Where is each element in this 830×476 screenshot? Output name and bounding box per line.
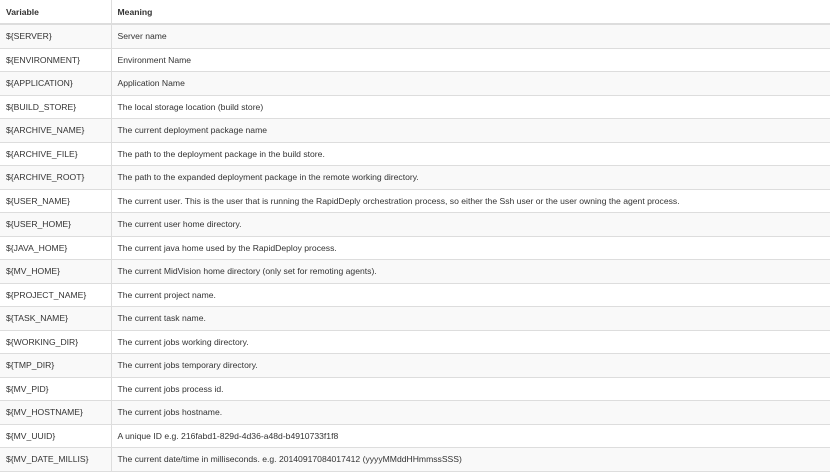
- variable-cell: ${MV_UUID}: [0, 424, 111, 448]
- table-row: [0, 424, 830, 448]
- meaning-cell: The current jobs hostname.: [111, 401, 830, 425]
- meaning-cell: The current task name.: [111, 307, 830, 331]
- variable-cell: ${TMP_DIR}: [0, 354, 111, 378]
- variable-cell: ${SERVER}: [0, 24, 111, 48]
- variable-cell: ${WORKING_DIR}: [0, 330, 111, 354]
- variable-cell: ${MV_HOSTNAME}: [0, 401, 111, 425]
- variable-cell: ${ENVIRONMENT}: [0, 48, 111, 72]
- meaning-cell: The current deployment package name: [111, 119, 830, 143]
- column-header-meaning: Meaning: [111, 0, 830, 24]
- table-row: [0, 48, 830, 72]
- meaning-cell: The current jobs temporary directory.: [111, 354, 830, 378]
- variable-cell: ${USER_HOME}: [0, 213, 111, 237]
- variable-cell: ${BUILD_STORE}: [0, 95, 111, 119]
- variable-cell: ${MV_PID}: [0, 377, 111, 401]
- table-row: [0, 166, 830, 190]
- variable-cell: ${MV_HOME}: [0, 260, 111, 284]
- table-row: [0, 354, 830, 378]
- table-row: [0, 95, 830, 119]
- table-row: [0, 283, 830, 307]
- table-row: [0, 213, 830, 237]
- meaning-cell: The current MidVision home directory (only set for remoting agents).: [111, 260, 830, 284]
- meaning-cell: The current date/time in milliseconds. e.g. 20140917084017412 (yyyyMMddHHmmssSSS): [111, 448, 830, 472]
- meaning-cell: The current jobs working directory.: [111, 330, 830, 354]
- meaning-cell: Application Name: [111, 72, 830, 96]
- meaning-cell: The path to the expanded deployment package in the remote working directory.: [111, 166, 830, 190]
- variable-cell: ${MV_DATE_MILLIS}: [0, 448, 111, 472]
- table-row: [0, 401, 830, 425]
- table-row: [0, 24, 830, 48]
- table-header-row: [0, 0, 830, 24]
- variable-cell: ${JAVA_HOME}: [0, 236, 111, 260]
- meaning-cell: A unique ID e.g. 216fabd1-829d-4d36-a48d-b4910733f1f8: [111, 424, 830, 448]
- meaning-cell: Environment Name: [111, 48, 830, 72]
- variable-cell: ${USER_NAME}: [0, 189, 111, 213]
- meaning-cell: The current java home used by the RapidDeploy process.: [111, 236, 830, 260]
- table-row: [0, 119, 830, 143]
- table-row: [0, 142, 830, 166]
- meaning-cell: The current jobs process id.: [111, 377, 830, 401]
- column-header-variable: Variable: [0, 0, 111, 24]
- meaning-cell: The local storage location (build store): [111, 95, 830, 119]
- table-row: [0, 448, 830, 472]
- meaning-cell: The path to the deployment package in the build store.: [111, 142, 830, 166]
- table-row: [0, 260, 830, 284]
- table-row: [0, 236, 830, 260]
- meaning-cell: Server name: [111, 24, 830, 48]
- variable-cell: ${ARCHIVE_ROOT}: [0, 166, 111, 190]
- variable-cell: ${PROJECT_NAME}: [0, 283, 111, 307]
- variable-cell: ${APPLICATION}: [0, 72, 111, 96]
- variable-cell: ${ARCHIVE_FILE}: [0, 142, 111, 166]
- variable-cell: ${TASK_NAME}: [0, 307, 111, 331]
- table-row: [0, 72, 830, 96]
- table-row: [0, 307, 830, 331]
- meaning-cell: The current user home directory.: [111, 213, 830, 237]
- meaning-cell: The current project name.: [111, 283, 830, 307]
- meaning-cell: The current user. This is the user that is running the RapidDeply orchestration process, so either the Ssh user or the user owning the agent process.: [111, 189, 830, 213]
- table-row: [0, 330, 830, 354]
- variable-cell: ${ARCHIVE_NAME}: [0, 119, 111, 143]
- table-row: [0, 377, 830, 401]
- table-row: [0, 189, 830, 213]
